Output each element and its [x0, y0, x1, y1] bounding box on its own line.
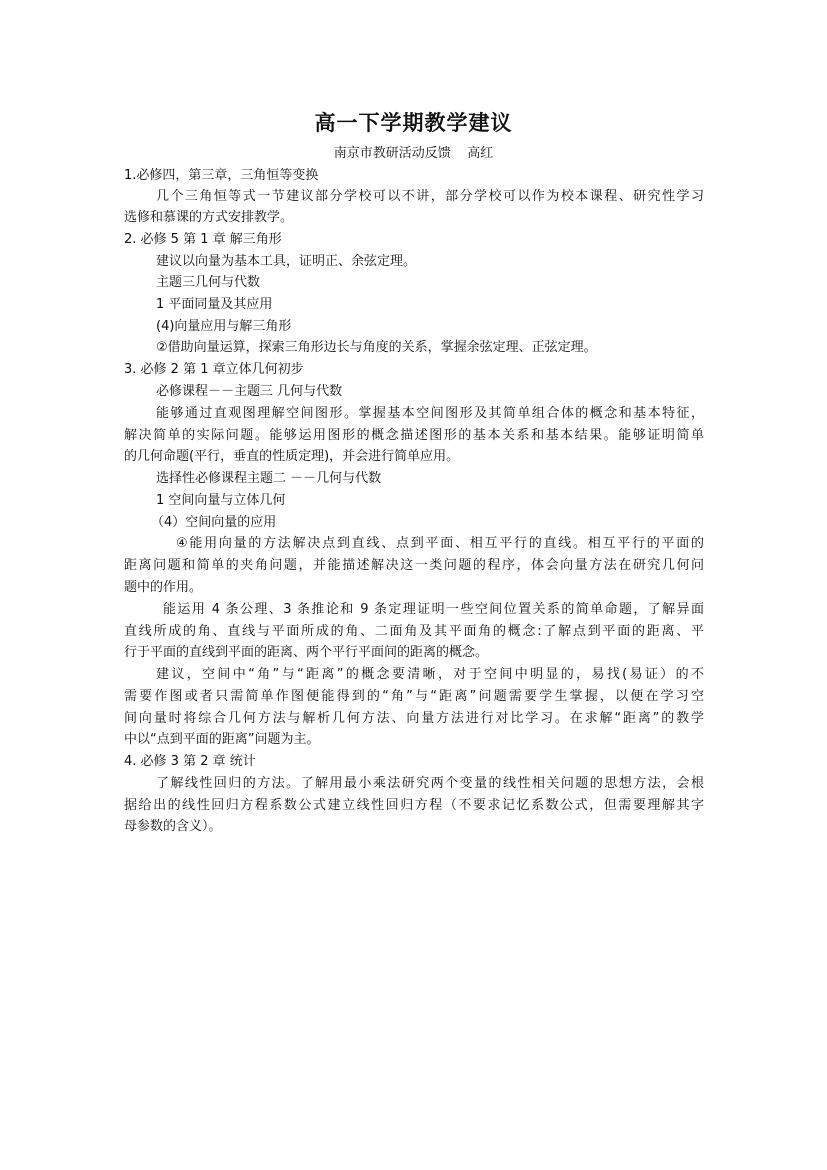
- paragraph-line: ④能用向量的方法解决点到直线、点到平面、相互平行的直线。相互平行的平面的: [176, 536, 704, 551]
- paragraph-line: 行于平面的直线到平面的距离、两个平行平面间的距离的概念。: [124, 645, 489, 660]
- paragraph-line: （4）空间向量的应用: [151, 515, 277, 530]
- section-heading-3: 3. 必修 2 第 1 章立体几何初步: [124, 362, 304, 377]
- paragraph-line: 能运用 4 条公理、3 条推论和 9 条定理证明一些空间位置关系的简单命题，了解异面: [163, 602, 704, 617]
- paragraph-line: 了解线性回归的方法。了解用最小乘法研究两个变量的线性相关问题的思想方法，会根: [156, 776, 704, 791]
- document-title: 高一下学期教学建议: [314, 111, 513, 135]
- paragraph-line: 1 平面同量及其应用: [156, 297, 273, 312]
- paragraph-line: 间向量时将综合几何方法与解析几何方法、向量方法进行对比学习。在求解“距离”的教学: [124, 711, 704, 726]
- paragraph-line: 解决简单的实际问题。能够运用图形的概念描述图形的基本关系和基本结果。能够证明简单: [124, 428, 704, 443]
- paragraph-line: (4)向量应用与解三角形: [156, 319, 292, 334]
- paragraph-line: 建议以向量为基本工具，证明正、余弦定理。: [156, 254, 417, 269]
- paragraph-line: 主题三几何与代数: [156, 275, 261, 290]
- paragraph-line: 题中的作用。: [124, 580, 203, 595]
- paragraph-line: 的几何命题(平行，垂直的性质定理)，并会进行简单应用。: [124, 449, 460, 464]
- section-heading-4: 4. 必修 3 第 2 章 统计: [124, 754, 256, 769]
- paragraph-line: 必修课程－－主题三 几何与代数: [156, 384, 343, 399]
- paragraph-line: 几个三角恒等式一节建议部分学校可以不讲，部分学校可以作为校本课程、研究性学习: [156, 189, 704, 204]
- paragraph-line: 1 空间向量与立体几何: [156, 493, 286, 508]
- paragraph-line: ②借助向量运算，探索三角形边长与角度的关系，掌握余弦定理、正弦定理。: [156, 340, 597, 355]
- paragraph-line: 建议，空间中“角”与“距离”的概念要清晰，对于空间中明显的，易找(易证）的不: [156, 667, 704, 682]
- paragraph-line: 需要作图或者只需简单作图便能得到的“角”与“距离”问题需要学生掌握，以便在学习空: [124, 689, 704, 704]
- paragraph-line: 选修和慕课的方式安排教学。: [124, 210, 294, 225]
- section-heading-1: 1.必修四，第三章，三角恒等变换: [124, 168, 319, 183]
- paragraph-line: 距离问题和简单的夹角问题，并能描述解决这一类问题的程序，体会向量方法在研究几何问: [124, 558, 704, 573]
- document-subtitle: 南京市教研活动反馈 高红: [333, 146, 494, 161]
- section-heading-2: 2. 必修 5 第 1 章 解三角形: [124, 232, 282, 247]
- paragraph-line: 能够通过直观图理解空间图形。掌握基本空间图形及其简单组合体的概念和基本特征，: [156, 406, 704, 421]
- paragraph-line: 中以“点到平面的距离”问题为主。: [124, 732, 320, 747]
- paragraph-line: 选择性必修课程主题二 －－几何与代数: [156, 471, 382, 486]
- paragraph-line: 直线所成的角、直线与平面所成的角、二面角及其平面角的概念:了解点到平面的距离、平: [124, 624, 704, 639]
- paragraph-line: 母参数的含义）。: [124, 819, 222, 834]
- paragraph-line: 据给出的线性回归方程系数公式建立线性回归方程（不要求记忆系数公式，但需要理解其字: [124, 798, 704, 813]
